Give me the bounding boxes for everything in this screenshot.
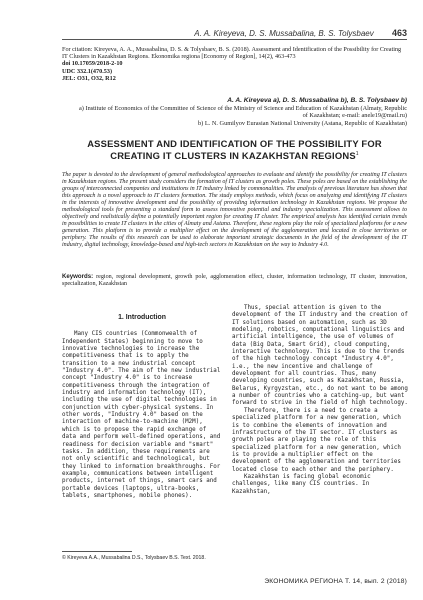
author-names: A. A. Kireyeva a), D. S. Mussabalina b), B. S. Tolysbaev b) [227,97,407,104]
footnote-rule [62,551,132,552]
citation-block [62,46,407,82]
keywords [62,273,407,288]
udc: UDC 332.1(470.53) [62,67,113,75]
header-rule [62,39,407,40]
journal-footer: ЭКОНОМИКА РЕГИОНА Т. 14, вып. 2 (2018) [264,578,407,585]
copyright-footnote: © Kireyeva A.A., Mussabalina D.S., Tolysbaev B.S. Text. 2018. [62,555,206,561]
paper-title-text: ASSESSMENT AND IDENTIFICATION OF THE POSSIBILITY FOR CREATING IT CLUSTERS IN KAZAKHSTAN REGIONS [87,138,382,162]
running-header-authors: A. A. Kireyeva, D. S. Mussabalina, B. S. Tolysbaev [194,29,374,38]
intro-paragraph-4: Kazakhstan is facing global economic challenges, like many CIS countries. In Kazakhstan, [232,473,371,495]
paper-title [62,138,407,162]
section-heading-introduction: 1. Introduction [118,314,166,321]
affiliation-a: a) Institute of Economics of the Committee of Science of the Ministry of Science and Education of Kazakhstan (Almaty, Republic of Kazakhstan; e-mail: anele19@mail.ru) [79,104,407,120]
running-header [194,28,407,38]
keywords-text: region, regional development, growth pole, agglomeration effect, cluster, information technology, IT cluster, innovation, specialization, Kazakhstan [62,274,407,288]
citation-text: For citation: Kireyeva, A. A., Mussabalina, D. S. & Tolysbaev, B. S. (2018). Assessment and Identification of the Possibility for Creating IT Clusters in Kazakhstan Regions. Ekonomika regiona [Economy of Region], 14(2), 463-473 [62,46,402,61]
affiliation-b: b) L. N. Gumilyov Eurasian National University (Astana, Republic of Kazakhstan) [198,119,407,127]
doi: doi 10.17059/2018-2-10 [62,60,123,68]
right-column [232,305,410,496]
page-number: 463 [391,28,407,38]
abstract: The paper is devoted to the development of general methodological approaches to evaluate and identify the possibility for creating IT clusters in Kazakhstan regions. The present study considers the formation of IT clusters as growth poles. These poles are based on the establishing the groups of interconnected companies and institutions in IT industry linked by commonalities. The analysis of previous literature has shown that this approach is a novel approach to IT clusters formation. The study employs methods, which focus on analyzing and identifying IT clusters in the interests of innovative development and the possibility of providing information technology in Kazakhstan regions. We propose the methodological tools for presenting a standard form to assess innovative potential and industry specialization. This assessment allows to objectively and realistically define a potentially important region for creating IT cluster. The empirical analysis has identified certain trends in possibilities to create IT clusters in the cities of Almaty and Astana. Therefore, these regions play the role of specialized platforms for a new generation. This platform is to provide a multiplier effect on the development of the agglomeration and located in close territories or periphery. The results of this research can be used to elaborate important strategic documents in the field of the development of the IT industry, digital technology, knowledge-based and high-tech sectors in Kazakhstan on the way to Industry 4.0. [62,172,407,248]
intro-paragraph-1: Many CIS countries (Commonwealth of Independent States) beginning to move to innovative technologies to increase the competitiveness that is to apply the transition to a new industrial concept "Industry 4.0". The aim of the new industrial concept "Industry 4.0" is to increase competitiveness through the integration of industry and information technology (IT), including the use of digital technologies in conjunction with cyber-physical systems. In other words, "Industry 4.0" based on the interaction of machine-to-machine (M2M), which is to propose the rapid exchange of data and perform well-defined operations, and readiness for decision variable and "smart" tasks. In addition, these requirements are not only scientific and technological, but they linked to information breakthroughs. For example, communications between intelligent products, internet of things, smart cars and portable devices (laptops, ultra-books, tablets, smartphones, mobile phones). [62,331,221,499]
intro-paragraph-2: Thus, special attention is given to the development of the IT industry and the creation of IT solutions based on automation, such as 3D modeling, robotics, computational linguistics and artificial intelligence, the use of volumes of data (Big Data, Smart Grid), cloud computing, interactive technology. This is due to the trends of the high technology concept "Industry 4.0", i.e., the new incentive and challenge of development for all countries. Thus, many developing countries, such as Kazakhstan, Russia, Belarus, Kyrgyzstan, etc., do not want to be among a number of countries who a catching-up, but want forward to strive in the field of high technology. [232,305,408,407]
keywords-label: Keywords: [62,273,94,280]
jel-codes: JEL: O31, O32, R12 [62,74,116,82]
author-block [77,97,407,127]
left-column [62,305,222,500]
intro-paragraph-3: Therefore, there is a need to create a specialized platform for a new generation, which is to combine the elements of innovation and infrastructure of the IT sector. IT clusters as growth poles are playing the role of this specialized platform for a new generation, which is to provide a multiplier effect on the development of the agglomeration and territories located close to each other and the periphery. [232,407,401,473]
title-footnote-marker: 1 [355,151,359,158]
